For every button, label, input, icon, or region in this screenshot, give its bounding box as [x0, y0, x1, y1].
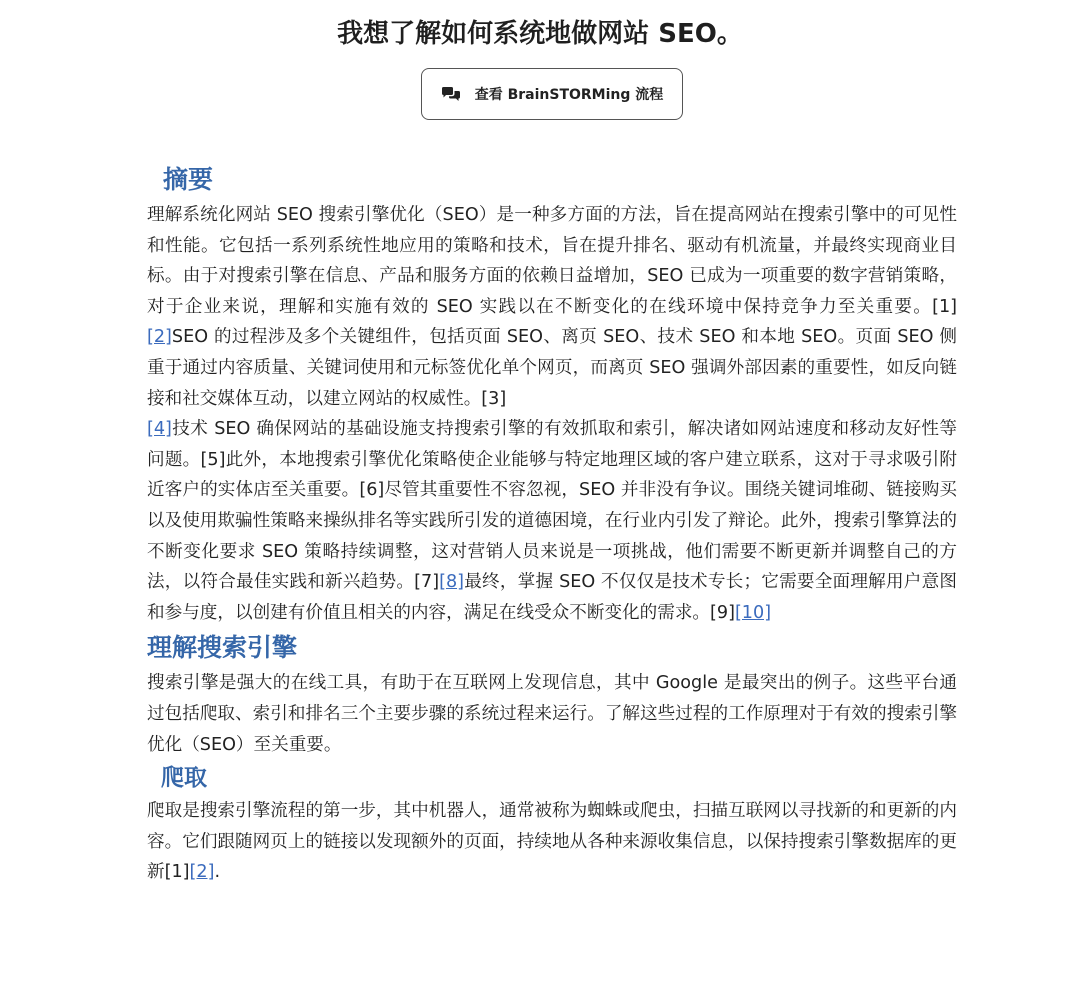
crawling-paragraph: [147, 796, 957, 888]
citation-ref: [3]: [481, 388, 507, 409]
understanding-search-engines-heading: 理解搜索引擎: [147, 633, 298, 663]
article-content: [147, 160, 957, 888]
abstract-text-1: 理解系统化网站 SEO 搜索引擎优化（SEO）是一种多方面的方法，旨在提高网站在搜索引擎中的可见性和性能。它包括一系列系统性地应用的策略和技术，旨在提升排名、驱动有机流量，并最终实现商业目标。由于对搜索引擎在信息、产品和服务方面的依赖日益增加，SEO 已成为一项重要的数字营销策略，对于企业来说，理解和实施有效的 SEO 实践以在不断变化的在线环境中保持竞争力至关重要。: [147, 205, 957, 317]
citation-link[interactable]: [2]: [189, 862, 215, 883]
abstract-heading: 摘要: [163, 165, 214, 194]
crawling-heading: 爬取: [161, 765, 207, 792]
crawling-text: 爬取是搜索引擎流程的第一步，其中机器人，通常被称为蜘蛛或爬虫，扫描互联网以寻找新的和更新的内容。它们跟随网页上的链接以发现额外的页面，持续地从各种来源收集信息，以保持搜索引擎数据库的更新: [147, 801, 957, 883]
citation-ref: [1]: [164, 862, 190, 883]
citation-ref: [5]: [200, 449, 226, 470]
abstract-paragraph: [147, 200, 957, 628]
abstract-text-5: 尽管其重要性不容忽视，SEO 并非没有争议。围绕关键词堆砌、链接购买以及使用欺骗性策略来操纵排名等实践所引发的道德困境，在行业内引发了辩论。此外，搜索引擎算法的不断变化要求 SEO 策略持续调整，这对营销人员来说是一项挑战，他们需要不断更新并调整自己的方法，以符合最佳实践和新兴趋势。: [147, 480, 957, 593]
citation-ref: [1]: [932, 296, 957, 317]
abstract-text-3: 技术 SEO 确保网站的基础设施支持搜索引擎的有效抓取和索引，解决诸如网站速度和移动友好性等问题。: [147, 419, 957, 470]
abstract-text-2: SEO 的过程涉及多个关键组件，包括页面 SEO、离页 SEO、技术 SEO 和本地 SEO。页面 SEO 侧重于通过内容质量、关键词使用和元标签优化单个网页，而离页 SEO 强调外部因素的重要性，如反向链接和社交媒体互动，以建立网站的权威性。: [147, 327, 957, 409]
page-title: 我想了解如何系统地做网站 SEO。: [337, 19, 743, 49]
citation-link[interactable]: [8]: [439, 572, 464, 593]
crawling-end-punct: .: [214, 862, 221, 883]
citation-link[interactable]: [10]: [734, 602, 772, 623]
citation-link[interactable]: [4]: [147, 419, 172, 440]
chat-bubbles-icon: [441, 86, 461, 102]
abstract-text-4: 此外，本地搜索引擎优化策略使企业能够与特定地理区域的客户建立联系，这对于寻求吸引附近客户的实体店至关重要。: [147, 449, 957, 501]
citation-ref: [7]: [414, 572, 440, 593]
citation-link[interactable]: [2]: [147, 327, 172, 348]
view-brainstorming-label: 查看 BrainSTORMing 流程: [474, 87, 664, 103]
citation-ref: [9]: [710, 602, 735, 623]
abstract-text-6: 最终，掌握 SEO 不仅仅是技术专长；它需要全面理解用户意图和参与度，以创建有价值且相关的内容，满足在线受众不断变化的需求。: [147, 572, 957, 623]
understanding-paragraph: 搜索引擎是强大的在线工具，有助于在互联网上发现信息，其中 Google 是最突出的例子。这些平台通过包括爬取、索引和排名三个主要步骤的系统过程来运行。了解这些过程的工作原理对于有效的搜索引擎优化（SEO）至关重要。: [147, 673, 957, 755]
view-brainstorming-button[interactable]: [421, 68, 683, 120]
citation-ref: [6]: [359, 480, 385, 501]
